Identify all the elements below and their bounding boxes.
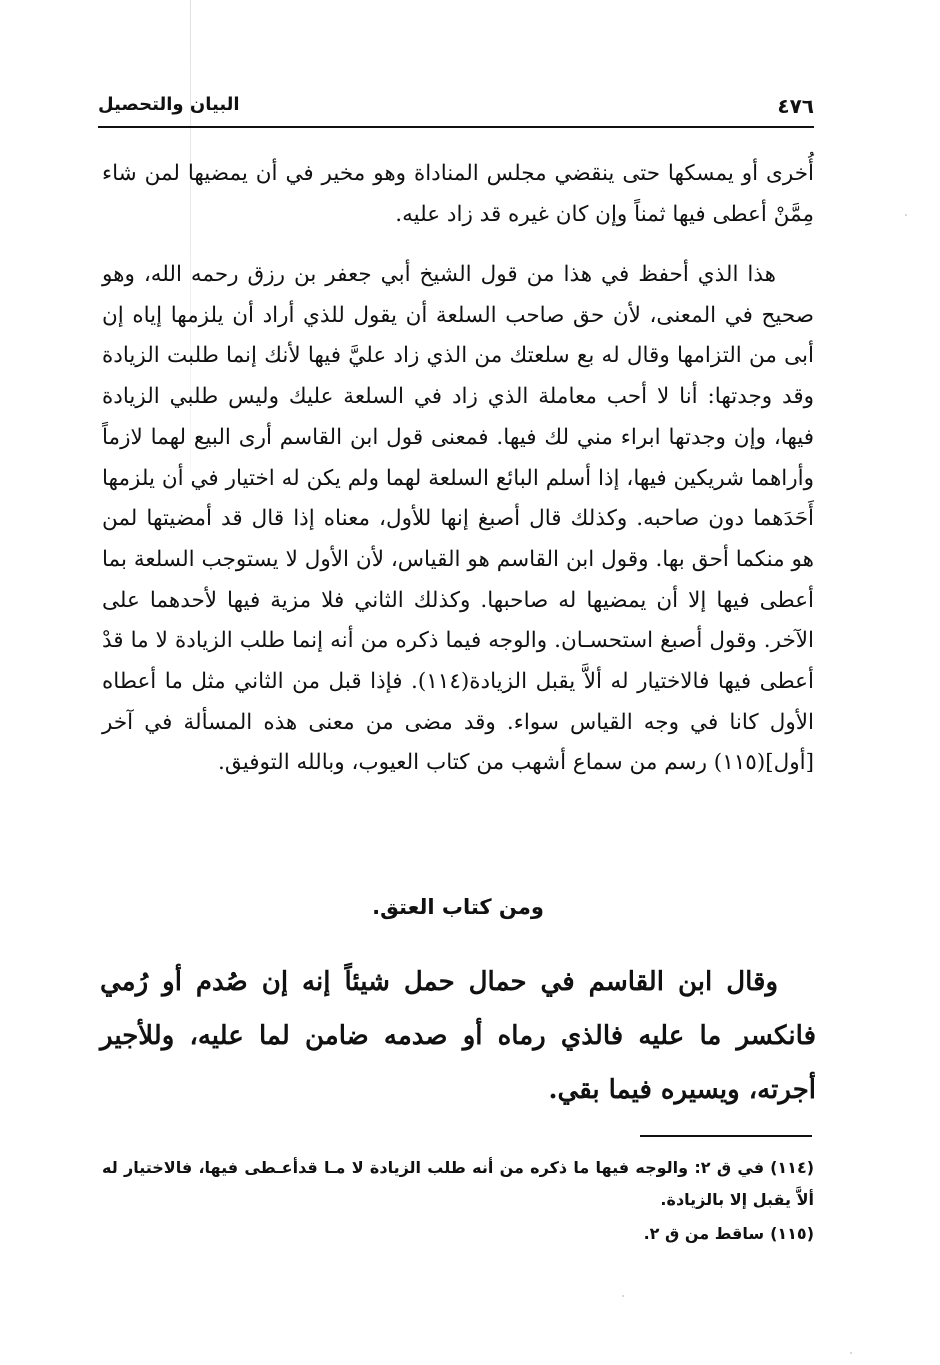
quoted-text xyxy=(100,955,816,1117)
footnote-number: (١١٤) xyxy=(770,1158,815,1177)
footnote-114 xyxy=(102,1152,814,1216)
footnote-separator xyxy=(640,1135,812,1137)
paragraph-continuation: أُخرى أو يمسكها حتى ينقضي مجلس المناداة وهو مخير في أن يمضيها لمن شاء مِمَّنْ أعطى فيها ثمناً وإن كان غيره قد زاد عليه. xyxy=(102,161,814,227)
page-number: ٤٧٦ xyxy=(777,94,814,118)
scan-speck xyxy=(622,1295,624,1297)
scan-speck xyxy=(850,1352,852,1354)
running-title: البيان والتحصيل xyxy=(98,94,240,115)
footnote-text: ساقط من ق ٢. xyxy=(643,1224,765,1243)
footnote-number: (١١٥) xyxy=(770,1224,814,1243)
scan-speck xyxy=(905,214,907,216)
footnote-115 xyxy=(102,1218,814,1250)
paragraph-commentary-text: هذا الذي أحفظ في هذا من قول الشيخ أبي جعفر بن رزق رحمه الله، وهو صحيح في المعنى، لأن حق صاحب السلعة أن يقول للذي أراد أن يلزمها إياه إن أبى من التزامها وقال له بع سلعتك من الذي زاد عليَّ فيها لأنك إنما طلبت الزيادة وقد وجدتها: أنا لا أحب معاملة الذي زاد في السلعة عليك وليس طلبي الزيادة فيها، وإن وجدتها ابراء مني لك فيها. فمعنى قول ابن القاسم أرى البيع لهما لازماً وأراهما شريكين فيها، إذا أسلم البائع السلعة لهما ولم يكن له اختيار في أن يلزمها أَحَدَهما دون صاحبه. وكذلك قال أصبغ إنها للأول، معناه إذا قال قد أمضيتها لمن هو منكما أحق بها. وقول ابن القاسم هو القياس، لأن الأول لا يستوجب السلعة بما أعطى فيها إلا أن يمضيها له صاحبها. وكذلك الثاني فلا مزية فيها لأحدهما على الآخر. وقول أصبغ استحسـان. والوجه فيما ذكره من أنه إنما طلب الزيادة لا ما قدْ أعطى فيها فالاختيار له ألاَّ يقبل الزيادة(١١٤). فإذا قبل من الثاني مثل ما أعطاه الأول كانا في وجه القياس سواء. وقد مضى من معنى هذه المسألة في آخر [أول](١١٥) رسم من سماع أشهب من كتاب العيوب، وبالله التوفيق. xyxy=(102,262,814,776)
footnotes xyxy=(102,1152,814,1252)
quoted-text-body: وقال ابن القاسم في حمال حمل شيئاً إنه إن صُدم أو رُمي فانكسر ما عليه فالذي رماه أو صدمه ضامن لما عليه، وللأجير أجرته، ويسيره فيما بقي. xyxy=(100,967,816,1105)
page-header xyxy=(98,94,814,128)
section-heading: ومن كتاب العتق. xyxy=(372,895,544,919)
footnote-text: في ق ٢: والوجه فيها ما ذكره من أنه طلب الزيادة لا مـا قدأعـطى فيها، فالاختيار له ألاَّ يقبل إلا بالزيادة. xyxy=(102,1158,814,1209)
paragraph-commentary xyxy=(102,255,814,784)
